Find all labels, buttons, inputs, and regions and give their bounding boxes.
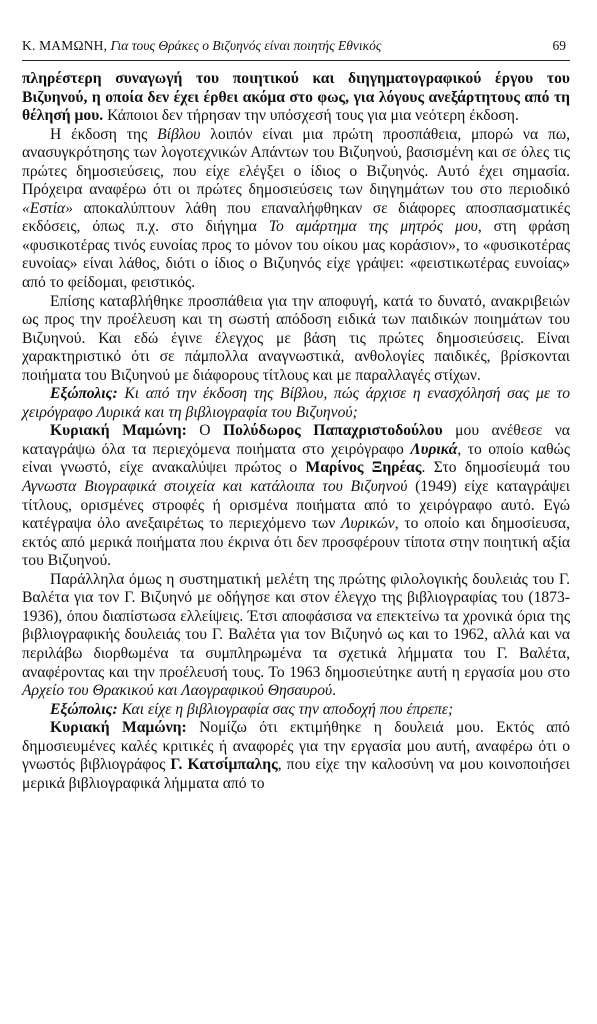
a2-text-1: Νομίζω ότι εκτιμήθηκε η δουλειά μου. Εκτός από δημοσιευμένες καλές κριτικές ή αναφορές για την εργασία μου αυτή, αναφέρω ότι ο γνωστός βιβλιογράφος [22,719,570,774]
a1-text-6: , το οποίο και δημοσίευσα, εκτός από μερικά ποιήματα που έκρινα ότι δεν προσφέρουν τίποτα στην ποιητική αξία του Βιζυηνού. [22,515,571,570]
p4-text-2: . [332,682,337,700]
p4-text-1: Παράλληλα όμως η συστηματική μελέτη της πρώτης φιλολογικής δουλειάς του Γ. Βαλέτα για τον Γ. Βιζυηνό με οδήγησε και στον έλεγχο της βιβλιογραφίας του (1873-1936), όπου διαπίστωσα ελλείψεις. Έτσι αποφάσισα να επεκτείνω τα χρονικά όρια της βιβλιογραφικής δουλειάς του Γ. Βαλέτα για τον Βιζυηνό ως και το 1962, αλλά και να περιλάβω διορθωμένα τα συμπληρωμένα τα σχετικά λήμματα του Γ. Βαλέτα, αναφέροντας και την προέλευσή τους. Το 1963 δημοσιεύτηκε αυτή η εργασία μου στο [22,570,570,681]
running-head-author: Κ. ΜΑΜΩΝΗ, [22,38,108,53]
running-head [22,36,570,56]
p2-text-2: λοιπόν είναι μια πρώτη προσπάθεια, μπορώ να πω, ανασυγκρότησης των λογοτεχνικών Απάντων του Βιζυηνού, βασισμένη και σε όλες τις πρώτες δημοσιεύσεις, που είχε ελέγξει ο ίδιος ο Βιζυηνός. Αυτό έχει σημασία. Πρόχειρα αναφέρω ότι οι πρώτες δημοσιεύσεις των διηγημάτων του στο περιοδικό [22,125,571,199]
running-head-title: Για τους Θράκες ο Βιζυηνός είναι ποιητής Εθνικός [110,38,382,53]
a1-speaker: Κυριακή Μαμώνη: [50,422,187,440]
p4-italic-archive: Αρχείο του Θρακικού και Λαογραφικού Θησαυρού [22,682,333,700]
header-rule [22,60,570,61]
q2-speaker: Εξώπολις: [50,700,118,718]
p2-italic-estia: «Εστία» [22,199,73,217]
a1-lyrika: Λυρικά [410,440,458,458]
page-number: 69 [552,38,566,53]
a1-bold-name: Πολύδωρος Παπαχριστοδούλου [223,422,443,440]
p2-italic-story-title: Το αμάρτημα της μητρός μου [268,218,478,236]
answer-2 [22,719,570,793]
paragraph-4 [22,571,570,701]
a1-text-4: . Στο δημοσίευμά του [421,459,570,477]
a2-text-2: , που είχε την καλοσύνη να μου κοινοποιήσει μερικά βιβλιογραφικά λήμματα από το [22,756,570,792]
q2-text: Και είχε η βιβλιογραφία σας την αποδοχή που έπρεπε; [117,700,454,718]
a1-italic-publication: Αγνωστα Βιογραφικά στοιχεία και κατάλοιπα του Βιζυηνού [22,478,408,496]
q1-text: Κι από την έκδοση της Βίβλου, πώς άρχισε η ενασχόλησή σας με το χειρόγραφο Λυρικά και τη βιβλιογραφία του Βιζυηνού; [22,385,570,421]
a1-bold-xireas: Μαρίνος Ξηρέας [305,459,422,477]
a1-text-2: μου ανέθεσε να καταγράψω όλα τα περιεχόμενα ποιήματα στο χειρόγραφο [22,422,570,458]
document-page [22,0,570,1024]
a1-italic-lyrikon: Λυρικών [341,515,395,533]
paragraph-1 [22,70,570,126]
p2-text-3: αποκαλύπτουν λάθη που επαναλήφθηκαν σε διάφορες αποσπασματικές εκδόσεις, όπως π.χ. στο διήγημα [22,199,570,236]
p1-text: Κάποιοι δεν τήρησαν την υπόσχεσή τους για μια νεότερη έκδοση. [103,107,519,125]
p2-text-1: Η έκδοση της [50,125,158,143]
a1-text-3: , το οποίο καθώς είναι γνωστό, είχε ανακαλύψει πρώτος ο [22,440,570,477]
article-body [22,70,570,793]
question-1 [22,385,570,422]
a1-text-5: (1949) είχε καταγράψει τίτλους, ορισμένες στροφές ή ορισμένα ποιήματα από το χειρόγραφο αυτό. Εγώ κατέγραψα όλο ανεξαιρέτως το περιεχόμενο των [22,478,571,533]
paragraph-3: Επίσης καταβλήθηκε προσπάθεια για την αποφυγή, κατά το δυνατό, ανακριβειών ως προς την προέλευση και τη σωστή απόδοση ειδικά των παιδικών ποιημάτων του Βιζυηνού. Και εδώ έγινε έλεγχος με βάση τις πρώτες δημοσιεύσεις. Είναι χαρακτηριστικό ότι σε πάμπολλα αναγνωστικά, ανθολογίες παιδικές, βρίσκονται ποιήματα του Βιζυηνού με διάφορους τίτλους και με παραλλαγές στίχων. [22,292,570,384]
a2-bold-katsimbalis: Γ. Κατσίμπαλης [170,756,278,774]
p2-italic-bible: Βίβλου [157,125,201,143]
a1-text-1: Ο [186,422,224,440]
question-2 [22,701,570,720]
q1-speaker: Εξώπολις: [50,385,118,403]
answer-1 [22,422,570,570]
p2-text-4: , στη φράση «φυσικοτέρας τινός ευνοίας προς το μόνον του οίκου μας κοράσιον», το «φυσικοτέρας ευνοίας» είναι λάθος, διότι ο ίδιος ο Βιζυηνός είχε γράψει: «φειστικωτέρας ευνοίας» από το φείδομαι, φειστικός. [22,218,570,292]
p1-bold-text: πληρέστερη συναγωγή του ποιητικού και διηγηματογραφικού έργου του Βιζυηνού, η οποία δεν έχει έρθει ακόμα στο φως, για λόγους ανεξάρτητους από τη θέλησή μου. [22,70,570,125]
a2-speaker: Κυριακή Μαμώνη: [50,719,187,737]
paragraph-2 [22,126,570,293]
